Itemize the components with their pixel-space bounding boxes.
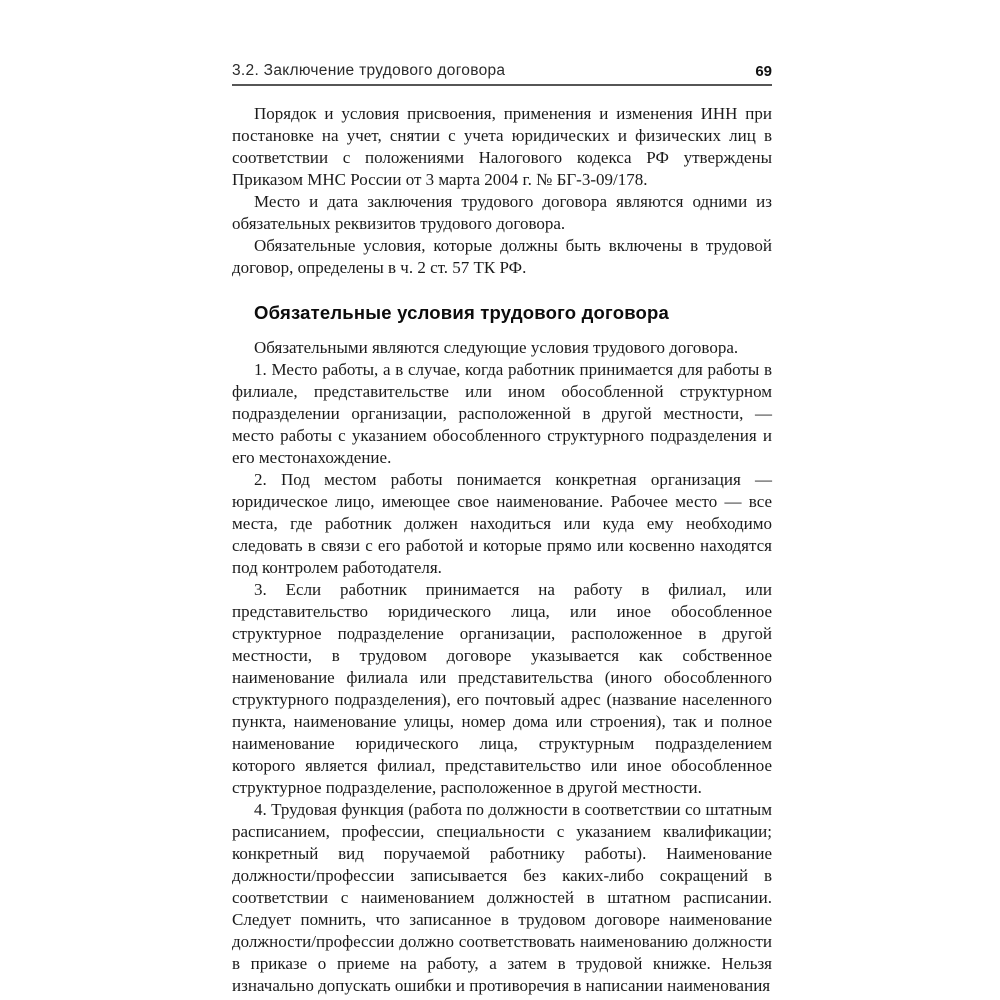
body-paragraph: 2. Под местом работы понимается конкретная организация — юридическое лицо, имеющее свое наименование. Рабочее место — все места, где работник должен находиться или куда ему необходимо следовать в связи с его работой и которые прямо или косвенно находятся под контролем работодателя. <box>232 470 772 577</box>
body-paragraph: 1. Место работы, а в случае, когда работник принимается для работы в филиале, представительстве или ином обособленной структурном подразделении организации, расположенной в другой местности, — место работы с указанием обособленного структурного подразделения и его местонахождение. <box>232 360 772 467</box>
body-paragraph: Место и дата заключения трудового договора являются одними из обязательных реквизитов трудового договора. <box>232 192 772 233</box>
body-paragraph: Обязательными являются следующие условия трудового договора. <box>254 338 739 357</box>
body-paragraph: Порядок и условия присвоения, применения и изменения ИНН при постановке на учет, снятии с учета юридических и физических лиц в соответствии с положениями Налогового кодекса РФ утверждены Приказом МНС России от 3 марта 2004 г. № БГ-3-09/178. <box>232 104 772 189</box>
page-body <box>232 103 772 997</box>
running-head-title: 3.2. Заключение трудового договора <box>232 62 506 79</box>
body-paragraph: 4. Трудовая функция (работа по должности в соответствии со штатным расписанием, профессии, специальности с указанием квалификации; конкретный вид поручаемой работнику работы). Наименование должности/профессии записывается без каких-либо сокращений в соответствии с наименованием должностей в штатном расписании. Следует помнить, что записанное в трудовом договоре наименование должности/профессии должно соответствовать наименованию должности в приказе о приеме на работу, а затем в трудовой книжке. Нельзя изначально допускать ошибки и противоречия в написании наименования <box>232 800 772 995</box>
header-rule <box>232 84 772 86</box>
page-header <box>232 62 772 80</box>
body-paragraph: 3. Если работник принимается на работу в филиал, или представительство юридического лица, или иное обособленное структурное подразделение организации, расположенное в другой местности, в трудовом договоре указывается как собственное наименование филиала или представительства (иного обособленного структурного подразделения), его почтовый адрес (название населенного пункта, наименование улицы, номер дома или строения), так и полное наименование юридического лица, структурным подразделением которого является филиал, представительство или иное обособленное структурное подразделение, расположенное в другой местности. <box>232 580 772 797</box>
page-number: 69 <box>755 63 772 80</box>
section-heading: Обязательные условия трудового договора <box>254 302 670 323</box>
body-paragraph: Обязательные условия, которые должны быть включены в трудовой договор, определены в ч. 2 ст. 57 ТК РФ. <box>232 236 772 277</box>
text-block <box>232 62 772 997</box>
